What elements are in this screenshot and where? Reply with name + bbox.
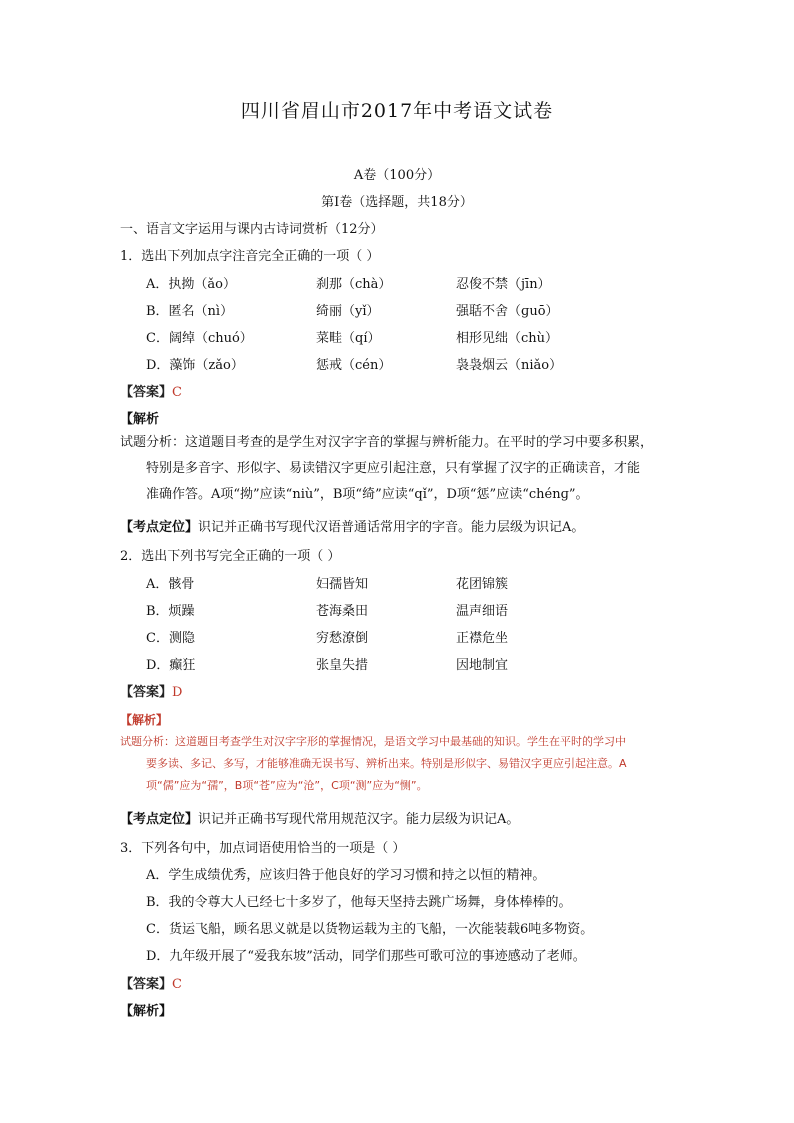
q2-point-label: 【考点定位】 [120,812,199,827]
q2-analysis-label: 【解析】 [120,713,169,727]
q1-option-c-3: 相形见绌（chù） [456,331,559,346]
q1-point-text: 识记并正确书写现代汉语普通话常用字的字音。能力层级为识记A。 [198,520,585,535]
q3-option-c: C．货运飞船，顾名思义就是以货物运载为主的飞船，一次能装载6吨多物资。 [146,922,594,937]
q1-option-d-1: D．藻饰（zǎo） [146,358,244,373]
part-heading: 第Ⅰ卷（选择题，共18分） [321,195,473,210]
q2-analysis-line-3: 项“儒”应为“孺”，B项“苍”应为“沧”，C项“测”应为“恻”。 [146,779,428,792]
section-heading: 一、语言文字运用与课内古诗词赏析（12分） [120,222,384,237]
q2-answer [120,681,182,700]
q3-answer-value: C [172,977,182,992]
q2-analysis [120,731,676,797]
q2-option-d-3: 因地制宜 [456,658,509,673]
q1-option-a-1: A．执拗（ǎo） [146,277,236,292]
q1-option-d-2: 惩戒（cén） [316,358,392,373]
q1-analysis [120,430,676,508]
q2-answer-label: 【答案】 [120,685,173,700]
q2-point-text: 识记并正确书写现代常用规范汉字。能力层级为识记A。 [198,812,520,827]
question-2-stem: 2．选出下列书写完全正确的一项（ ） [120,549,341,564]
q1-option-b-1: B．匿名（nì） [146,304,234,319]
q2-option-c-3: 正襟危坐 [456,631,509,646]
q2-analysis-line-2: 要多读、多记、多写，才能够准确无误书写、辨析出来。特别是形似字、易错汉字更应引起注意。A [146,757,627,770]
q1-option-a-2: 刹那（chà） [316,277,392,292]
q2-option-d-1: D．癫狂 [146,658,196,673]
q1-option-d-3: 袅袅烟云（niǎo） [456,358,563,373]
q2-option-b-2: 苍海桑田 [316,604,369,619]
q2-option-d-2: 张皇失措 [316,658,369,673]
q1-analysis-line-2: 特别是多音字、形似字、易读错汉字更应引起注意，只有掌握了汉字的正确读音，才能 [146,461,641,476]
q2-option-c-2: 穷愁潦倒 [316,631,369,646]
q3-answer [120,973,182,992]
q2-option-b-3: 温声细语 [456,604,509,619]
q1-option-b-2: 绮丽（yǐ） [316,304,380,319]
q3-analysis-label: 【解析】 [120,1004,173,1019]
q3-option-a: A．学生成绩优秀，应该归咎于他良好的学习习惯和持之以恒的精神。 [146,868,546,883]
q2-analysis-line-1: 试题分析：这道题目考查学生对汉字字形的掌握情况，是语文学习中最基础的知识。学生在平时的学习中 [120,735,626,748]
volume-heading: A卷（100分） [353,168,441,183]
q1-answer [120,381,182,400]
q1-point [120,516,584,535]
q2-option-a-1: A．骸骨 [146,577,195,592]
q2-point [120,808,519,827]
q2-option-a-3: 花团锦簇 [456,577,509,592]
q1-option-c-2: 菜畦（qí） [316,331,381,346]
q1-option-c-1: C．阔绰（chuó） [146,331,253,346]
question-1-stem: 1．选出下列加点字注音完全正确的一项（ ） [120,249,380,264]
q3-option-d: D．九年级开展了“爱我东坡”活动，同学们那些可歌可泣的事迹感动了老师。 [146,949,586,964]
q2-option-c-1: C．测隐 [146,631,195,646]
q3-option-b: B．我的令尊大人已经七十多岁了，他每天坚持去跳广场舞，身体棒棒的。 [146,895,572,910]
q2-answer-value: D [172,685,183,700]
question-3-stem: 3．下列各句中，加点词语使用恰当的一项是（ ） [120,841,406,856]
q1-answer-label: 【答案】 [120,385,173,400]
page-title: 四川省眉山市2017年中考语文试卷 [240,100,554,122]
q3-answer-label: 【答案】 [120,977,173,992]
q1-analysis-line-3: 准确作答。A项“拗”应读“niù”，B项“绮”应读“qǐ”，D项“惩”应读“chénɡ”。 [146,487,589,502]
q1-answer-value: C [172,385,182,400]
q2-option-a-2: 妇孺皆知 [316,577,369,592]
q2-option-b-1: B．烦躁 [146,604,195,619]
q1-option-a-3: 忍俊不禁（jīn） [456,277,551,292]
q1-analysis-line-1: 试题分析：这道题目考查的是学生对汉字字音的掌握与辨析能力。在平时的学习中要多积累， [120,435,654,450]
q1-analysis-label: 【解析 [120,412,160,427]
q1-option-b-3: 强聒不舍（ɡuō） [456,304,559,319]
q1-point-label: 【考点定位】 [120,520,199,535]
